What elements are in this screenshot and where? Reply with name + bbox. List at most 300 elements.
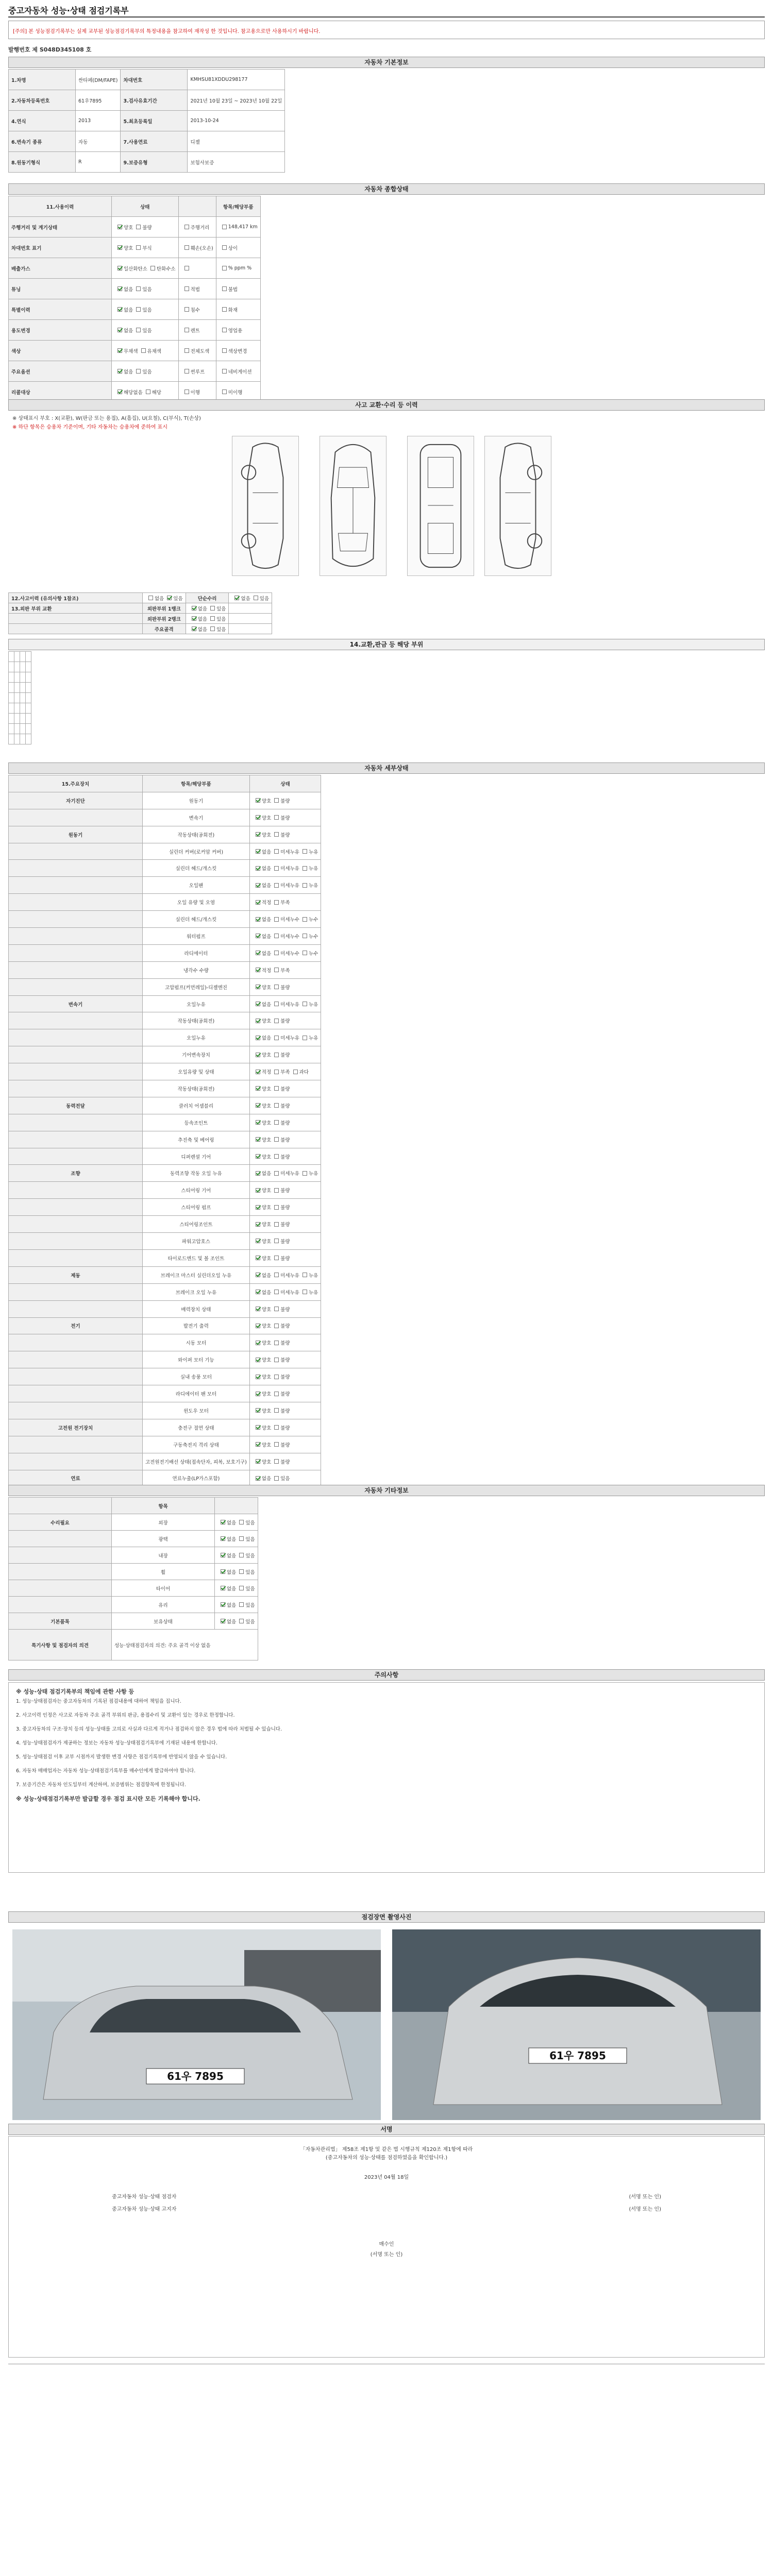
detail-item: 원동기 <box>143 792 250 809</box>
checkbox[interactable] <box>256 1256 260 1260</box>
table-row <box>9 1199 321 1216</box>
detail-item: 스티어링 펌프 <box>143 1199 250 1216</box>
accident-label: 단순수리 <box>186 593 229 603</box>
checkbox[interactable] <box>274 883 279 888</box>
checkbox[interactable] <box>136 245 141 250</box>
checkbox[interactable] <box>274 1036 279 1040</box>
checkbox[interactable] <box>136 307 141 312</box>
detail-item: 스티어링조인트 <box>143 1216 250 1233</box>
checkbox[interactable] <box>256 1019 260 1023</box>
checkbox[interactable] <box>256 1154 260 1159</box>
checkbox[interactable] <box>117 389 122 394</box>
checkbox[interactable] <box>274 798 279 803</box>
checkbox[interactable] <box>256 1476 260 1481</box>
detail-status <box>249 1199 321 1216</box>
checkbox[interactable] <box>136 225 141 229</box>
detail-status <box>249 1046 321 1063</box>
status-option: 미세누유 <box>280 866 299 872</box>
checkbox[interactable] <box>274 1425 279 1430</box>
receiver-signature[interactable]: (서명 또는 인) <box>370 2252 403 2258</box>
accident-label: 주요골격 <box>143 624 186 634</box>
status-option: 누유 <box>308 1036 318 1042</box>
detail-item: 윈도우 모터 <box>143 1402 250 1419</box>
checkbox[interactable] <box>256 1459 260 1464</box>
status-option: 불량 <box>280 1019 290 1025</box>
basic-label: 2.자동차등록번호 <box>9 90 76 111</box>
checkbox[interactable] <box>221 1619 225 1623</box>
accident-status <box>186 624 229 634</box>
checkbox[interactable] <box>210 606 215 611</box>
checkbox[interactable] <box>274 1086 279 1091</box>
checkbox[interactable] <box>117 286 122 291</box>
parts-cell <box>9 724 14 734</box>
table-row <box>9 70 285 90</box>
checkbox[interactable] <box>274 968 279 972</box>
checkbox[interactable] <box>184 389 189 394</box>
checkbox[interactable] <box>303 951 307 955</box>
general-option <box>216 238 260 258</box>
detail-status <box>249 1114 321 1131</box>
checkbox[interactable] <box>210 626 215 631</box>
checkbox[interactable] <box>222 266 227 270</box>
checkbox[interactable] <box>274 1137 279 1142</box>
checkbox[interactable] <box>256 1222 260 1227</box>
inspector-signature[interactable]: (서명 또는 인) <box>629 2194 661 2200</box>
detail-status <box>249 1351 321 1368</box>
status-option: 유채색 <box>147 348 162 354</box>
table-row <box>9 1580 258 1597</box>
checkbox[interactable] <box>256 1002 260 1006</box>
checkbox[interactable] <box>222 286 227 291</box>
detail-status <box>249 1148 321 1165</box>
car-front-photo-icon <box>12 1929 381 2120</box>
checkbox[interactable] <box>256 1442 260 1447</box>
checkbox[interactable] <box>274 934 279 938</box>
checkbox[interactable] <box>221 1602 225 1607</box>
table-row <box>9 1597 258 1613</box>
other-item: 유리 <box>112 1597 215 1613</box>
title-divider <box>8 16 765 18</box>
checkbox[interactable] <box>303 883 307 888</box>
status-option: 불량 <box>280 1358 290 1364</box>
checkbox[interactable] <box>184 369 189 374</box>
checkbox[interactable] <box>256 1273 260 1277</box>
detail-group <box>9 1233 143 1250</box>
checkbox[interactable] <box>274 1171 279 1176</box>
status-option: 불량 <box>280 1459 290 1465</box>
checkbox[interactable] <box>239 1602 244 1607</box>
column-header: 항목/해당부품 <box>216 196 260 217</box>
checkbox[interactable] <box>293 1070 298 1074</box>
status-option: 미세누유 <box>280 1002 299 1008</box>
checkbox[interactable] <box>117 369 122 374</box>
checkbox[interactable] <box>222 328 227 332</box>
status-option: 미세누유 <box>280 1290 299 1296</box>
checkbox[interactable] <box>274 1273 279 1277</box>
checkbox[interactable] <box>303 934 307 938</box>
parts-cell <box>14 652 20 662</box>
status-option: 불량 <box>280 1137 290 1143</box>
checkbox[interactable] <box>256 1375 260 1379</box>
checkbox[interactable] <box>210 616 215 621</box>
table-row <box>9 1368 321 1385</box>
checkbox[interactable] <box>146 389 150 394</box>
checkbox[interactable] <box>274 1256 279 1260</box>
checkbox[interactable] <box>222 369 227 374</box>
checkbox[interactable] <box>274 1324 279 1328</box>
status-option: 불량 <box>280 798 290 804</box>
checkbox[interactable] <box>274 1341 279 1345</box>
checkbox[interactable] <box>221 1569 225 1574</box>
other-status <box>215 1613 258 1630</box>
checkbox[interactable] <box>274 1222 279 1227</box>
checkbox[interactable] <box>117 328 122 332</box>
detail-status <box>249 1470 321 1487</box>
checkbox[interactable] <box>239 1569 244 1574</box>
detail-status <box>249 961 321 978</box>
detail-status <box>249 1266 321 1283</box>
checkbox[interactable] <box>303 1273 307 1277</box>
general-option <box>178 258 216 279</box>
detail-status <box>249 1080 321 1097</box>
general-status <box>112 299 179 320</box>
general-option <box>178 341 216 361</box>
checkbox[interactable] <box>256 985 260 989</box>
basic-label: 차대번호 <box>121 70 188 90</box>
checkbox[interactable] <box>274 1070 279 1074</box>
checkbox[interactable] <box>303 1036 307 1040</box>
checkbox[interactable] <box>184 245 189 250</box>
checkbox[interactable] <box>256 1425 260 1430</box>
other-item: 광택 <box>112 1531 215 1547</box>
checkbox[interactable] <box>256 1120 260 1125</box>
table-row <box>9 1351 321 1368</box>
other-status <box>215 1514 258 1531</box>
checkbox[interactable] <box>256 1070 260 1074</box>
opinion-label: 특기사항 및 점검자의 의견 <box>9 1630 112 1660</box>
detail-item: 오일 유량 및 오염 <box>143 894 250 911</box>
checkbox[interactable] <box>256 934 260 938</box>
checkbox[interactable] <box>256 1137 260 1142</box>
checkbox[interactable] <box>221 1586 225 1590</box>
checkbox[interactable] <box>256 900 260 905</box>
general-label: 튜닝 <box>9 279 112 299</box>
general-status <box>112 258 179 279</box>
checkbox[interactable] <box>148 596 153 600</box>
parts-cell <box>14 724 20 734</box>
table-row <box>9 624 272 634</box>
checkbox[interactable] <box>256 883 260 888</box>
detail-group <box>9 1182 143 1199</box>
column-header: 15.주요장치 <box>9 775 143 792</box>
status-option: 누수 <box>308 934 318 940</box>
checkbox[interactable] <box>274 1002 279 1006</box>
status-option: 양호 <box>261 1239 272 1245</box>
general-label: 리콜대상 <box>9 382 112 402</box>
checkbox[interactable] <box>274 1205 279 1210</box>
column-header: 항목 <box>112 1498 215 1514</box>
checkbox[interactable] <box>274 1103 279 1108</box>
status-option: 해당없음 <box>124 389 143 396</box>
general-label: 주행거리 및 계기상태 <box>9 217 112 238</box>
detail-item: 오일팬 <box>143 877 250 894</box>
checkbox[interactable] <box>239 1536 244 1541</box>
signature-box <box>8 2136 765 2358</box>
checkbox[interactable] <box>222 245 227 250</box>
checkbox[interactable] <box>274 815 279 820</box>
status-option: 있음 <box>280 1476 290 1482</box>
status-option: 148,417 km <box>228 224 258 230</box>
checkbox[interactable] <box>256 1205 260 1210</box>
status-option: 있음 <box>216 626 226 633</box>
checkbox[interactable] <box>117 348 122 353</box>
checkbox[interactable] <box>136 369 141 374</box>
general-option <box>216 361 260 382</box>
checkbox[interactable] <box>274 1358 279 1362</box>
checkbox[interactable] <box>256 917 260 922</box>
checkbox[interactable] <box>256 849 260 854</box>
checkbox[interactable] <box>150 266 155 270</box>
status-option: 미세누수 <box>280 951 299 957</box>
detail-item: 라디에이터 팬 모터 <box>143 1385 250 1402</box>
checkbox[interactable] <box>256 815 260 820</box>
basic-label: 3.검사유효기간 <box>121 90 188 111</box>
section-accident: 사고 교환·수리 등 이력 <box>8 399 765 411</box>
table-row <box>9 1165 321 1182</box>
general-status-table <box>8 196 261 402</box>
checkbox[interactable] <box>256 1341 260 1345</box>
checkbox[interactable] <box>192 616 196 621</box>
table-row <box>9 995 321 1012</box>
issuer-signature[interactable]: (서명 또는 인) <box>629 2207 661 2212</box>
general-label: 주요옵션 <box>9 361 112 382</box>
checkbox[interactable] <box>256 1408 260 1413</box>
checkbox[interactable] <box>184 225 189 229</box>
checkbox[interactable] <box>274 951 279 955</box>
checkbox[interactable] <box>274 900 279 905</box>
general-option <box>178 299 216 320</box>
checkbox[interactable] <box>222 389 227 394</box>
general-option <box>178 217 216 238</box>
checkbox[interactable] <box>221 1536 225 1541</box>
checkbox[interactable] <box>274 1408 279 1413</box>
checkbox[interactable] <box>274 1120 279 1125</box>
parts-cell <box>26 672 31 683</box>
status-option: 침수 <box>190 307 200 313</box>
detail-item: 구동축전지 격리 상태 <box>143 1436 250 1453</box>
status-option: 과다 <box>299 1070 309 1076</box>
checkbox[interactable] <box>274 1188 279 1193</box>
checkbox[interactable] <box>221 1520 225 1524</box>
checkbox[interactable] <box>274 1476 279 1481</box>
checkbox[interactable] <box>221 1553 225 1557</box>
status-option: 불량 <box>280 1392 290 1397</box>
checkbox[interactable] <box>239 1586 244 1590</box>
checkbox[interactable] <box>234 596 239 600</box>
issuer-label: 중고자동차 성능·상태 고지자 <box>112 2207 177 2212</box>
checkbox[interactable] <box>141 348 146 353</box>
detail-group <box>9 1368 143 1385</box>
checkbox[interactable] <box>303 849 307 854</box>
checkbox[interactable] <box>256 1188 260 1193</box>
checkbox[interactable] <box>303 917 307 922</box>
accident-empty <box>229 614 272 624</box>
checkbox[interactable] <box>256 1392 260 1396</box>
checkbox[interactable] <box>274 1307 279 1311</box>
checkbox[interactable] <box>303 1002 307 1006</box>
checkbox[interactable] <box>256 951 260 955</box>
checkbox[interactable] <box>274 1392 279 1396</box>
detail-item: 고전원전기배선 상태(접속단자, 피복, 보호기구) <box>143 1453 250 1470</box>
checkbox[interactable] <box>274 849 279 854</box>
accident-status <box>186 614 229 624</box>
parts-cell <box>26 693 31 703</box>
checkbox[interactable] <box>222 307 227 312</box>
checkbox[interactable] <box>256 1324 260 1328</box>
checkbox[interactable] <box>167 596 172 600</box>
checkbox[interactable] <box>274 866 279 871</box>
status-option: 불량 <box>280 1307 290 1313</box>
parts-cell <box>9 734 14 744</box>
checkbox[interactable] <box>256 1053 260 1057</box>
status-option: 양호 <box>261 1222 272 1228</box>
checkbox[interactable] <box>256 1307 260 1311</box>
other-group: 기본품목 <box>9 1613 112 1630</box>
detail-item: 연료누출(LP가스포함) <box>143 1470 250 1487</box>
checkbox[interactable] <box>184 307 189 312</box>
section-signature: 서명 <box>8 2124 765 2135</box>
warnings-heading: ※ 성능·상태 점검기록부의 책임에 관한 사항 등 <box>16 1688 135 1695</box>
status-option: 적정 <box>261 968 272 974</box>
status-option: 있음 <box>245 1619 255 1625</box>
checkbox[interactable] <box>184 286 189 291</box>
checkbox[interactable] <box>256 1358 260 1362</box>
status-option: 없음 <box>261 849 272 855</box>
status-option: 네비게이션 <box>228 369 252 375</box>
checkbox[interactable] <box>274 1459 279 1464</box>
checkbox[interactable] <box>256 866 260 871</box>
status-option: 양호 <box>261 1425 272 1431</box>
checkbox[interactable] <box>256 1171 260 1176</box>
status-option: 없음 <box>197 626 208 633</box>
checkbox[interactable] <box>136 286 141 291</box>
checkbox[interactable] <box>239 1553 244 1557</box>
table-row <box>9 1266 321 1283</box>
basic-label: 8.원동기형식 <box>9 152 76 173</box>
checkbox[interactable] <box>117 225 122 229</box>
checkbox[interactable] <box>256 798 260 803</box>
checkbox[interactable] <box>117 307 122 312</box>
status-option: 양호 <box>261 1103 272 1109</box>
detail-group: 제동 <box>9 1266 143 1283</box>
checkbox[interactable] <box>274 917 279 922</box>
checkbox[interactable] <box>117 245 122 250</box>
status-option: 누유 <box>308 849 318 855</box>
checkbox[interactable] <box>184 348 189 353</box>
accident-status <box>229 593 272 603</box>
other-group: 수리필요 <box>9 1514 112 1531</box>
general-option <box>216 341 260 361</box>
general-option <box>178 238 216 258</box>
section-detail: 자동차 세부상태 <box>8 762 765 774</box>
checkbox[interactable] <box>274 985 279 989</box>
other-item: 내장 <box>112 1547 215 1564</box>
checkbox[interactable] <box>256 1239 260 1243</box>
status-option: 없음 <box>197 606 208 612</box>
checkbox[interactable] <box>239 1520 244 1524</box>
basic-value: 자동 <box>76 131 121 152</box>
table-row <box>9 1131 321 1148</box>
checkbox[interactable] <box>184 266 189 270</box>
checkbox[interactable] <box>274 1019 279 1023</box>
status-option: 무채색 <box>124 348 138 354</box>
checkbox[interactable] <box>256 1086 260 1091</box>
status-option: 양호 <box>261 1137 272 1143</box>
checkbox[interactable] <box>256 832 260 837</box>
checkbox[interactable] <box>184 328 189 332</box>
checkbox[interactable] <box>136 328 141 332</box>
car-side-left-diagram <box>232 436 299 576</box>
checkbox[interactable] <box>274 1239 279 1243</box>
checkbox[interactable] <box>222 348 227 353</box>
status-option: 불량 <box>280 1425 290 1431</box>
status-option: 없음 <box>261 934 272 940</box>
checkbox[interactable] <box>274 832 279 837</box>
detail-status <box>249 1402 321 1419</box>
status-option: 있음 <box>259 596 270 602</box>
checkbox[interactable] <box>274 1154 279 1159</box>
checkbox[interactable] <box>274 1375 279 1379</box>
status-option: 불량 <box>280 1256 290 1262</box>
status-option: 양호 <box>261 1120 272 1126</box>
checkbox[interactable] <box>256 1290 260 1294</box>
checkbox[interactable] <box>274 1290 279 1294</box>
checkbox[interactable] <box>303 1171 307 1176</box>
table-row <box>9 683 31 693</box>
checkbox[interactable] <box>274 1442 279 1447</box>
detail-status <box>249 1317 321 1334</box>
status-option: 있음 <box>245 1553 255 1559</box>
status-option: 있음 <box>142 369 152 375</box>
checkbox[interactable] <box>303 866 307 871</box>
status-option: 불량 <box>280 1205 290 1211</box>
parts-cell <box>20 652 26 662</box>
accident-label <box>9 614 143 624</box>
parts-cell <box>9 693 14 703</box>
checkbox[interactable] <box>303 1290 307 1294</box>
checkbox[interactable] <box>239 1619 244 1623</box>
general-option <box>178 279 216 299</box>
detail-group <box>9 1249 143 1266</box>
checkbox[interactable] <box>117 266 122 270</box>
table-row <box>9 1182 321 1199</box>
table-row <box>9 299 261 320</box>
checkbox[interactable] <box>274 1053 279 1057</box>
checkbox[interactable] <box>254 596 258 600</box>
detail-item: 스티어링 기어 <box>143 1182 250 1199</box>
checkbox[interactable] <box>256 1103 260 1108</box>
status-option: 양호 <box>261 1341 272 1347</box>
checkbox[interactable] <box>256 1036 260 1040</box>
status-option: 양호 <box>261 1086 272 1092</box>
checkbox[interactable] <box>222 225 227 229</box>
checkbox[interactable] <box>192 626 196 631</box>
detail-item: 등속조인트 <box>143 1114 250 1131</box>
status-option: 누수 <box>308 951 318 957</box>
checkbox[interactable] <box>192 606 196 611</box>
detail-status <box>249 1385 321 1402</box>
checkbox[interactable] <box>256 968 260 972</box>
